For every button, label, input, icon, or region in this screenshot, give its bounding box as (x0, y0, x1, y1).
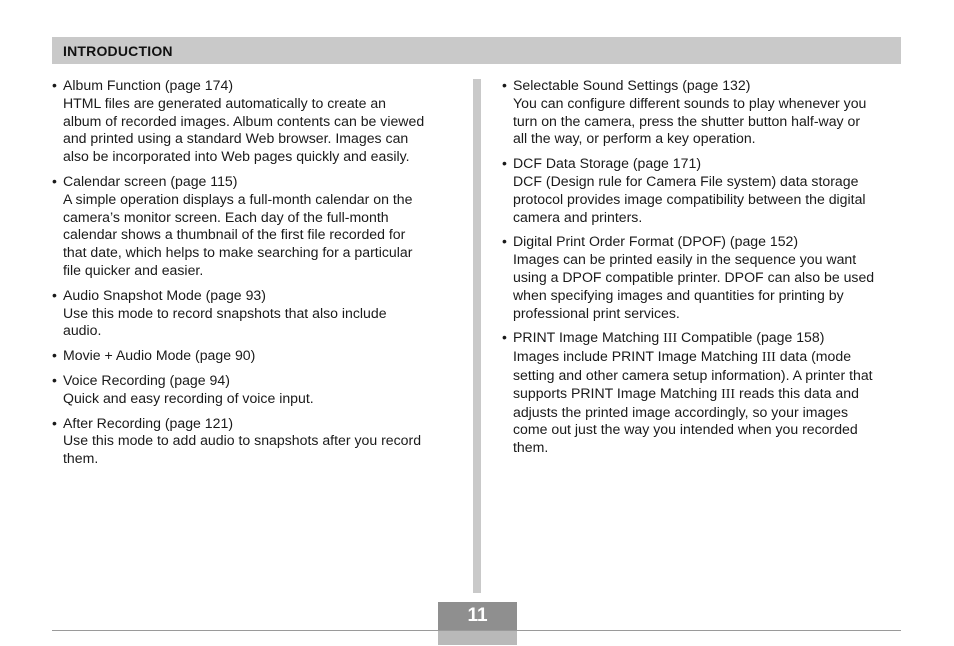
bullet-item-line: HTML files are generated automatically to create an (63, 94, 387, 111)
bullet-item-line: Use this mode to record snapshots that also include (63, 304, 387, 321)
bullet-item (52, 287, 457, 340)
bullet-icon: • (52, 172, 57, 189)
text-segment: them. (513, 439, 549, 456)
text-segment: PRINT Image Matching (513, 329, 664, 346)
bullet-item-line: Use this mode to add audio to snapshots after you record (63, 432, 422, 449)
bullet-icon: • (502, 329, 507, 346)
bullet-item-title: Audio Snapshot Mode (page 93) (63, 286, 266, 303)
roman-numeral-three: III (663, 331, 678, 347)
bullet-item (52, 173, 457, 280)
bullet-item-title: Digital Print Order Format (DPOF) (page 152) (513, 233, 799, 250)
bullet-item-text (513, 233, 874, 322)
bullet-item-title: Calendar screen (page 115) (63, 172, 238, 189)
bullet-item-line: DCF (Design rule for Camera File system) data storage (513, 172, 859, 189)
bullet-item-line: You can configure different sounds to play whenever you (513, 94, 867, 111)
bullet-item-line: all the way, or perform a key operation. (513, 130, 756, 147)
bullet-item-title: Selectable Sound Settings (page 132) (513, 77, 751, 93)
bullet-item-line: when specifying images and quantities for printing by (513, 286, 844, 303)
text-segment: Compatible (page 158) (677, 329, 825, 346)
bullet-item (502, 77, 907, 148)
bullet-item-line: A simple operation displays a full-month calendar on the (63, 190, 413, 207)
bullet-item-line (513, 367, 873, 385)
section-title: INTRODUCTION (63, 43, 173, 59)
text-segment: setting and other camera setup information). A printer that (513, 366, 873, 383)
bullet-item-line: camera’s monitor screen. Each day of the full-month (63, 208, 389, 225)
column-divider (473, 79, 481, 593)
bullet-item-line (513, 421, 873, 439)
bullet-item-title (513, 329, 873, 348)
bullet-item-line: professional print services. (513, 304, 680, 321)
bullet-item-text (513, 329, 873, 457)
bullet-item-line: them. (63, 450, 99, 467)
text-segment: adjusts the printed image accordingly, so your images (513, 403, 849, 420)
bullet-item-line: that date, which helps to make searching for a particular (63, 244, 413, 261)
bullet-item-text (63, 173, 412, 280)
bullet-item-line: album of recorded images. Album contents can be viewed (63, 112, 425, 129)
bullet-item (52, 415, 457, 468)
bullet-item-title: After Recording (page 121) (63, 414, 234, 431)
bullet-item-text (63, 287, 387, 340)
text-segment: supports PRINT Image Matching (513, 384, 722, 401)
page-number: 11 (467, 605, 488, 626)
bullet-item-title: Voice Recording (page 94) (63, 371, 230, 388)
right-column (502, 77, 907, 464)
bullet-item-title: Movie + Audio Mode (page 90) (63, 347, 256, 364)
bullet-item (502, 233, 907, 322)
bullet-item-line: audio. (63, 322, 102, 339)
bullet-item-line: and printed using a standard Web browser. Images can (63, 130, 409, 147)
bullet-item (52, 372, 457, 408)
bullet-item-line (513, 404, 873, 422)
bullet-item-line: using a DPOF compatible printer. DPOF can also be used (513, 268, 875, 285)
bullet-item-text (63, 415, 421, 468)
left-column (52, 77, 457, 475)
bullet-item-text (63, 372, 314, 408)
bullet-item (502, 155, 907, 226)
bullet-item (52, 347, 457, 365)
bullet-item-title: Album Function (page 174) (63, 77, 234, 93)
bullet-item (502, 329, 907, 457)
bullet-item-line (513, 348, 873, 367)
bullet-item-line (513, 385, 873, 404)
bullet-icon: • (52, 77, 57, 93)
bullet-icon: • (52, 371, 57, 388)
bullet-item-line: file quicker and easier. (63, 261, 204, 278)
bullet-icon: • (52, 414, 57, 431)
bullet-item-line: Quick and easy recording of voice input. (63, 389, 314, 406)
bullet-item (52, 77, 457, 166)
bullet-item-line: camera and printers. (513, 208, 643, 225)
bullet-icon: • (52, 286, 57, 303)
text-segment: reads this data and (735, 384, 859, 401)
bullet-item-text (63, 347, 255, 365)
page-number-base (438, 631, 517, 645)
bullet-item-text (513, 155, 866, 226)
text-segment: Images include PRINT Image Matching (513, 348, 762, 365)
bullet-icon: • (52, 347, 57, 364)
bullet-item-text (513, 77, 866, 148)
bullet-icon: • (502, 233, 507, 250)
bullet-item-text (63, 77, 424, 166)
roman-numeral-three: III (721, 386, 736, 402)
bullet-item-line: turn on the camera, press the shutter button half-way or (513, 112, 861, 129)
section-header-bar (52, 37, 901, 64)
bullet-item-line: calendar shows a thumbnail of the first file recorded for (63, 226, 406, 243)
bullet-icon: • (502, 155, 507, 172)
bullet-item-line: protocol provides image compatibility between the digital (513, 190, 866, 207)
roman-numeral-three: III (761, 350, 776, 366)
text-segment: come out just the way you intended when you recorded (513, 421, 858, 438)
text-segment: data (mode (775, 348, 852, 365)
bullet-item-title: DCF Data Storage (page 171) (513, 155, 702, 172)
page-number-box (438, 602, 517, 645)
bullet-icon: • (502, 77, 507, 93)
bullet-item-line (513, 439, 873, 457)
bullet-item-line: also be incorporated into Web pages quickly and easily. (63, 148, 410, 165)
bullet-item-line: Images can be printed easily in the sequence you want (513, 251, 857, 268)
